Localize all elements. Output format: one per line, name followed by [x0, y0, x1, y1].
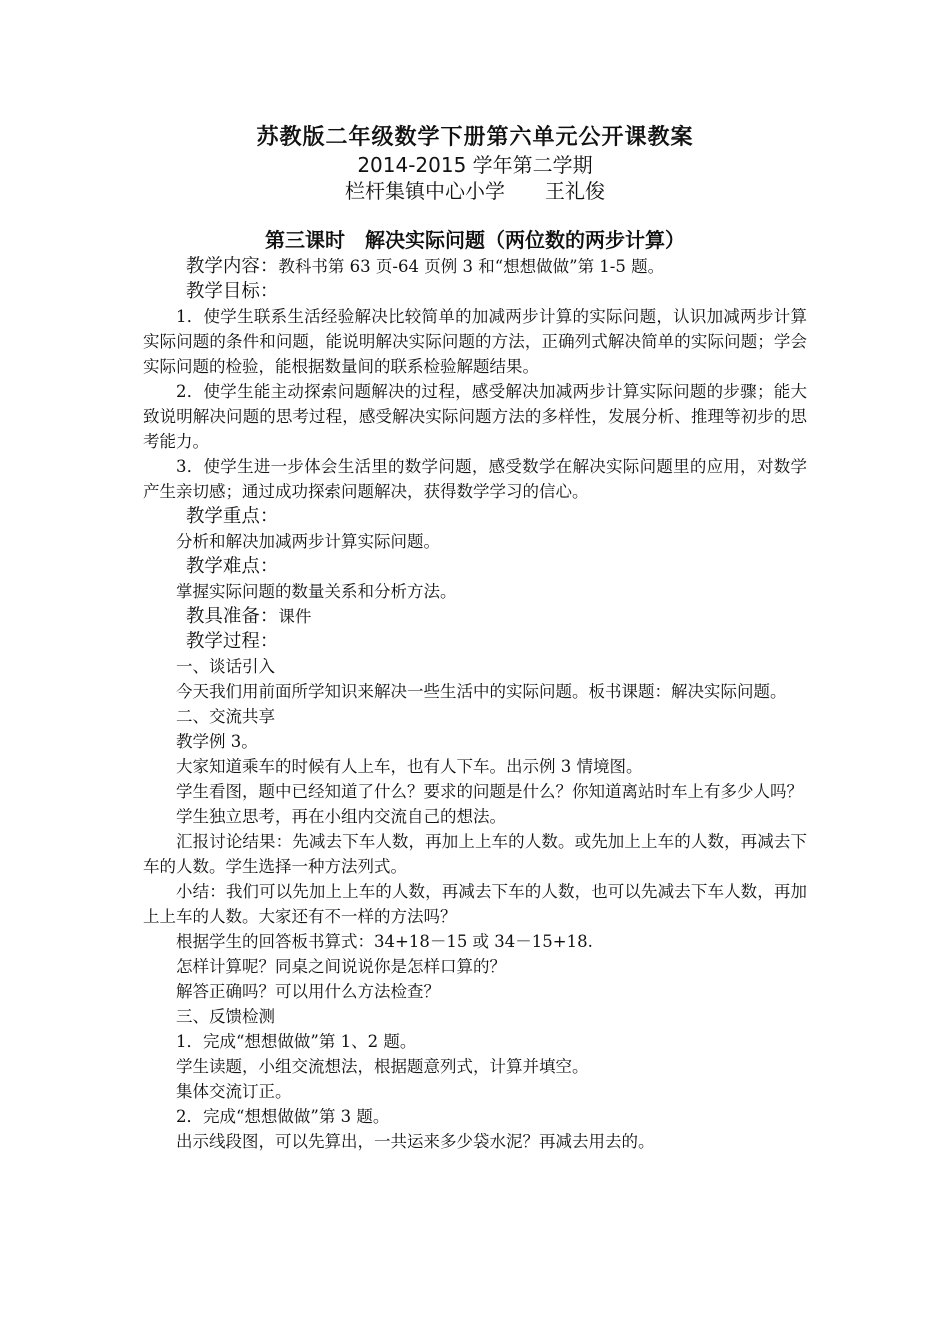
key-label: 教学重点： [185, 506, 279, 527]
term-line: 2014-2015 学年第二学期 [357, 153, 593, 177]
process-paragraph: 出示线段图，可以先算出，一共运来多少袋水泥？再减去用去的。 [176, 1132, 655, 1151]
process-paragraph: 汇报讨论结果：先减去下车人数，再加上上车的人数。或先加上上车的人数，再减去下车的人数。学生选择一种方法列式。 [143, 832, 807, 876]
content-text: 教科书第 63 页-64 页例 3 和“想想做做”第 1-5 题。 [278, 257, 665, 276]
lesson-title: 第三课时 解决实际问题（两位数的两步计算） [265, 228, 685, 252]
goals-heading [143, 279, 807, 304]
process-label: 教学过程： [185, 631, 279, 652]
process-paragraph: 学生看图，题中已经知道了什么？要求的问题是什么？你知道离站时车上有多少人吗？ [176, 782, 803, 801]
document-title: 苏教版二年级数学下册第六单元公开课教案 [256, 125, 694, 150]
process-paragraph: 小结：我们可以先加上上车的人数，再减去下车的人数，也可以先减去下车人数，再加上上车的人数。大家还有不一样的方法吗？ [143, 882, 807, 926]
process-paragraph: 学生独立思考，再在小组内交流自己的想法。 [176, 807, 506, 826]
process-paragraph: 今天我们用前面所学知识来解决一些生活中的实际问题。板书课题：解决实际问题。 [176, 682, 787, 701]
process-paragraph: 集体交流订正。 [176, 1082, 292, 1101]
tools-text: 课件 [278, 607, 312, 626]
teaching-content [143, 254, 807, 279]
difficulty-heading [143, 554, 807, 579]
process-heading [143, 629, 807, 654]
goal-item: 3．使学生进一步体会生活里的数学问题，感受数学在解决实际问题里的应用，对数学产生亲切感；通过成功探索问题解决，获得数学学习的信心。 [143, 457, 807, 501]
key-heading [143, 504, 807, 529]
section-heading: 一、谈话引入 [176, 657, 275, 676]
difficulty-label: 教学难点： [185, 556, 279, 577]
process-paragraph: 解答正确吗？可以用什么方法检查？ [176, 982, 440, 1001]
process-paragraph: 2．完成“想想做做”第 3 题。 [176, 1107, 390, 1126]
process-paragraph: 教学例 3。 [176, 732, 258, 751]
process-paragraph: 大家知道乘车的时候有人上车，也有人下车。出示例 3 情境图。 [176, 757, 643, 776]
process-paragraph: 1．完成“想想做做”第 1、2 题。 [176, 1032, 417, 1051]
document-body [143, 124, 807, 1154]
goal-item: 2．使学生能主动探索问题解决的过程，感受解决加减两步计算实际问题的步骤；能大致说明解决问题的思考过程，感受解决实际问题方法的多样性，发展分析、推理等初步的思考能力。 [143, 382, 807, 451]
tools-label: 教具准备： [185, 606, 279, 627]
process-paragraph: 根据学生的回答板书算式：34+18－15 或 34－15+18. [176, 932, 593, 951]
tools-line [143, 604, 807, 629]
process-paragraph: 怎样计算呢？同桌之间说说你是怎样口算的？ [176, 957, 506, 976]
author-line: 栏杆集镇中心小学 王礼俊 [345, 179, 605, 203]
goal-item: 1．使学生联系生活经验解决比较简单的加减两步计算的实际问题，认识加减两步计算实际问题的条件和问题，能说明解决实际问题的方法，正确列式解决简单的实际问题；学会实际问题的检验，能根据数量间的联系检验解题结果。 [143, 307, 807, 376]
section-heading: 三、反馈检测 [176, 1007, 275, 1026]
process-paragraph: 学生读题，小组交流想法，根据题意列式，计算并填空。 [176, 1057, 589, 1076]
goals-label: 教学目标： [185, 281, 279, 302]
section-heading: 二、交流共享 [176, 707, 275, 726]
key-text: 分析和解决加减两步计算实际问题。 [176, 532, 440, 551]
difficulty-text: 掌握实际问题的数量关系和分析方法。 [176, 582, 457, 601]
content-label: 教学内容： [185, 256, 279, 277]
